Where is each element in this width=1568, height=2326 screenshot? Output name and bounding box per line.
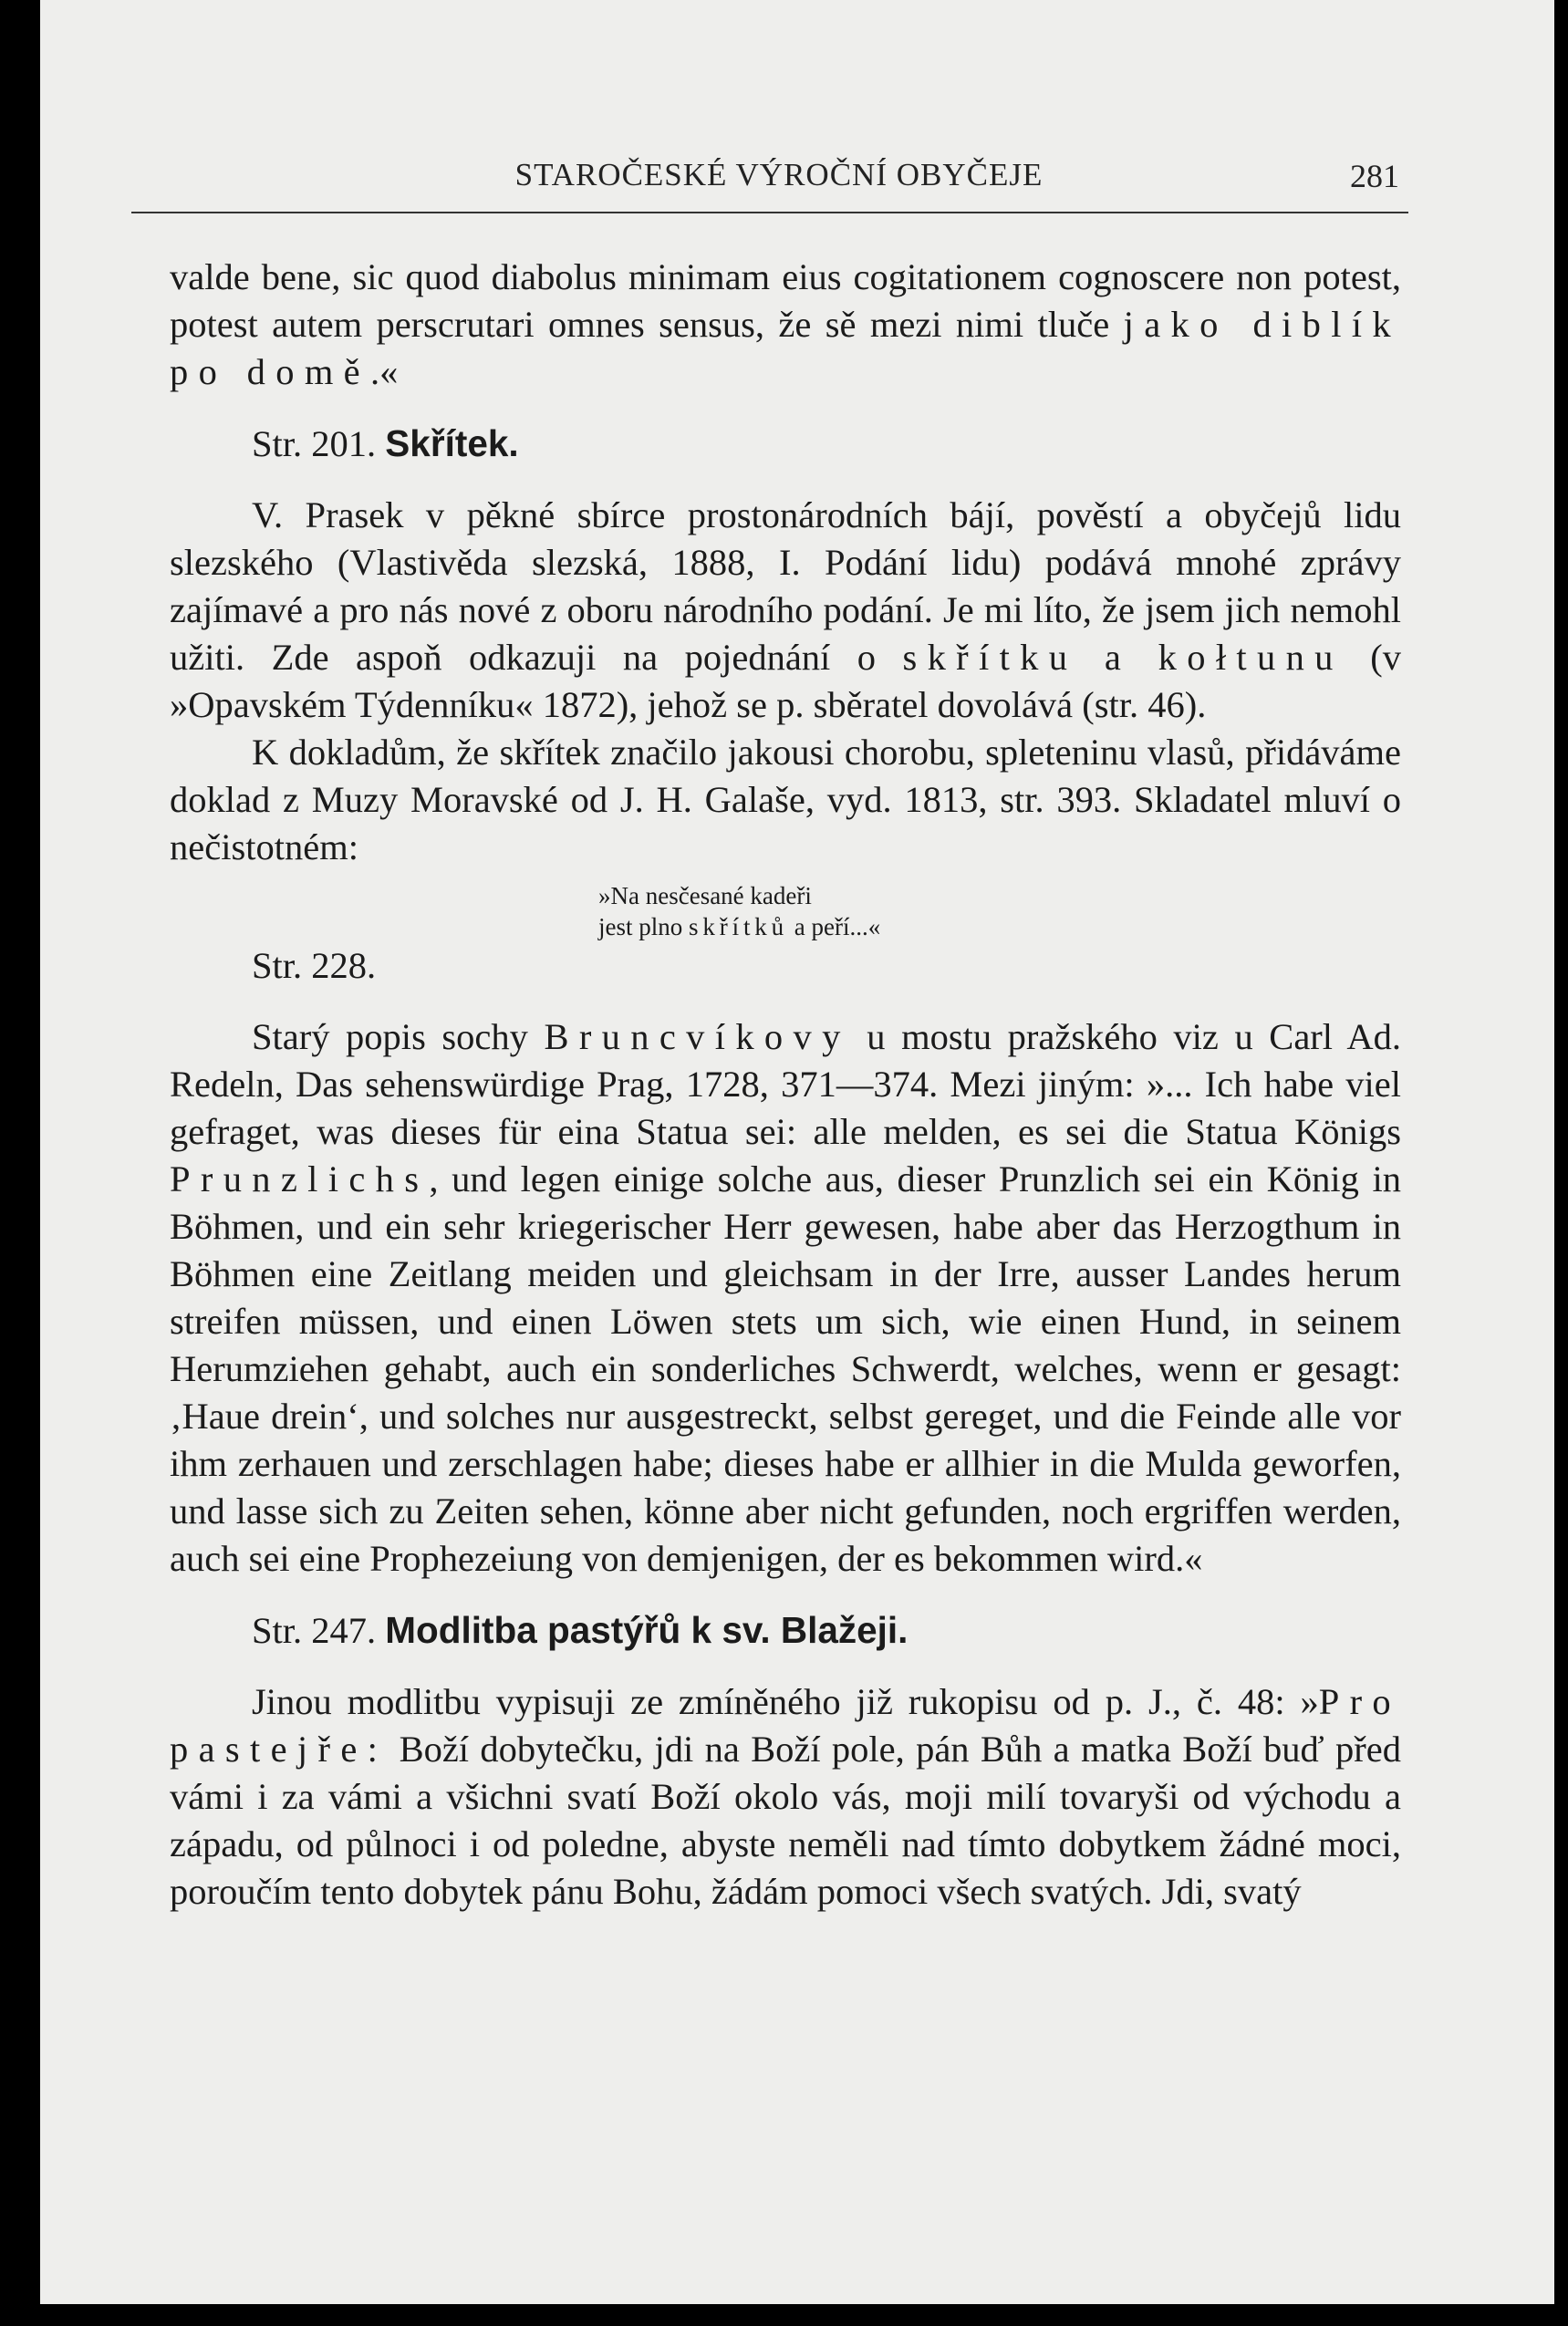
- text: jest plno: [598, 913, 683, 940]
- paragraph-prasek: [170, 492, 1401, 729]
- text: , und legen einige solche aus, dieser Prunzlich sei ein König in Böhmen, und ein sehr kriegerischer Herr gewesen, habe aber das Herzogthum in Böhmen eine Zeitlang meiden und gleichsam in der Irre, ausser Landes herum streifen müssen, und einen Löwen stets um sich, wie einen Hund, in seinem Herumziehen gehabt, auch ein sonderliches Schwerdt, welches, wenn er gesagt: ‚Haue drein‘, und solches nur ausgestreckt, selbst gereget, und die Feinde alle vor ihm zerhauen und zerschlagen habe; dieses habe er allhier in die Mulda geworfen, und lasse sich zu Zeiten sehen, könne aber nicht gefunden, noch ergriffen werden, auch sei eine Prophezeiung von demjenigen, der es bekommen wird.«: [170, 1158, 1401, 1579]
- text: a peří...«: [794, 913, 881, 940]
- text: Boží dobytečku, jdi na Boží pole, pán Bůh a matka Boží buď před vámi i za vámi a všichni svatí Boží okolo vás, moji milí tovaryši od východu a západu, od půlnoci i od poledne, abyste neměli nad tímto dobytkem žádné moci, poroučím tento dobytek pánu Bohu, žádám pomoci všech svatých. Jdi, svatý: [170, 1729, 1401, 1912]
- text: valde bene, sic quod diabolus minimam eius cogitationem cognoscere non potest, potest autem perscrutari omnes sensus, že sě mezi nimi tluče: [170, 256, 1401, 345]
- text: u mostu pražského viz u Carl Ad. Redeln, Das sehenswürdige Prag, 1728, 371—374. Mezi jiným: »... Ich habe viel gefraget, was dieses für eina Statua sei: alle melden, es sei die Statua Königs: [170, 1016, 1401, 1152]
- section-heading-228: [170, 942, 1401, 990]
- spaced-text: skřítku: [902, 637, 1078, 678]
- section-title: Skřítek.: [385, 422, 519, 464]
- paragraph-latin-quote: [170, 254, 1401, 396]
- page-number: 281: [1350, 158, 1399, 194]
- section-ref: Str. 201.: [252, 423, 377, 464]
- text: .«: [369, 351, 399, 392]
- spaced-text: jako diblík po domě: [170, 304, 1401, 392]
- text: V. Prasek v pěkné sbírce prostonárodních bájí, pověstí a obyčejů lidu slezského (Vlastivěda slezská, 1888, I. Podání lidu) podává mnohé zprávy zajímavé a pro nás nové z oboru národního podání. Je mi líto, že jsem jich nemohl užiti. Zde aspoň odkazuji na pojednání o: [170, 494, 1401, 678]
- text: Starý popis sochy: [252, 1016, 528, 1057]
- text: K dokladům, že skřítek značilo jakousi chorobu, spleteninu vlasů, přidáváme doklad z Muzy Moravské od J. H. Galaše, vyd. 1813, str. 393. Skladatel mluví o nečistotném:: [170, 732, 1401, 867]
- page-header: [159, 153, 1399, 199]
- section-ref: Str. 247.: [252, 1610, 377, 1651]
- verse-line-1: »Na nesčesané kadeři: [598, 882, 812, 909]
- paragraph-modlitba: [170, 1678, 1401, 1916]
- section-ref: Str. 228.: [252, 945, 377, 986]
- page-body: [170, 254, 1401, 1916]
- section-heading-201: [170, 420, 1401, 468]
- paragraph-bruncvik: [170, 1013, 1401, 1583]
- spaced-text: Prunzlichs: [170, 1158, 430, 1199]
- text: Jinou modlitbu vypisuji ze zmíněného již rukopisu od p. J., č. 48: »: [252, 1681, 1319, 1722]
- section-heading-247: [170, 1606, 1401, 1655]
- book-page: [40, 0, 1554, 2304]
- text: (v »Opavském Týdenníku« 1872), jehož se p. sběratel dovolává (str. 46).: [170, 637, 1401, 725]
- spaced-text: skřítků: [689, 913, 789, 940]
- header-rule: [131, 212, 1408, 213]
- running-title: STAROČESKÉ VÝROČNÍ OBYČEJE: [514, 157, 1044, 192]
- spaced-text: a: [1104, 637, 1132, 678]
- spaced-text: Bruncvíkovy: [544, 1016, 851, 1057]
- spaced-text: kołtunu: [1158, 637, 1344, 678]
- verse-quote: [598, 880, 1401, 942]
- paragraph-galas: [170, 729, 1401, 871]
- section-title: Modlitba pastýřů k sv. Blažeji.: [385, 1609, 909, 1651]
- verse-line-2: [598, 911, 1401, 942]
- spaced-text: Pro pastejře:: [170, 1681, 1401, 1770]
